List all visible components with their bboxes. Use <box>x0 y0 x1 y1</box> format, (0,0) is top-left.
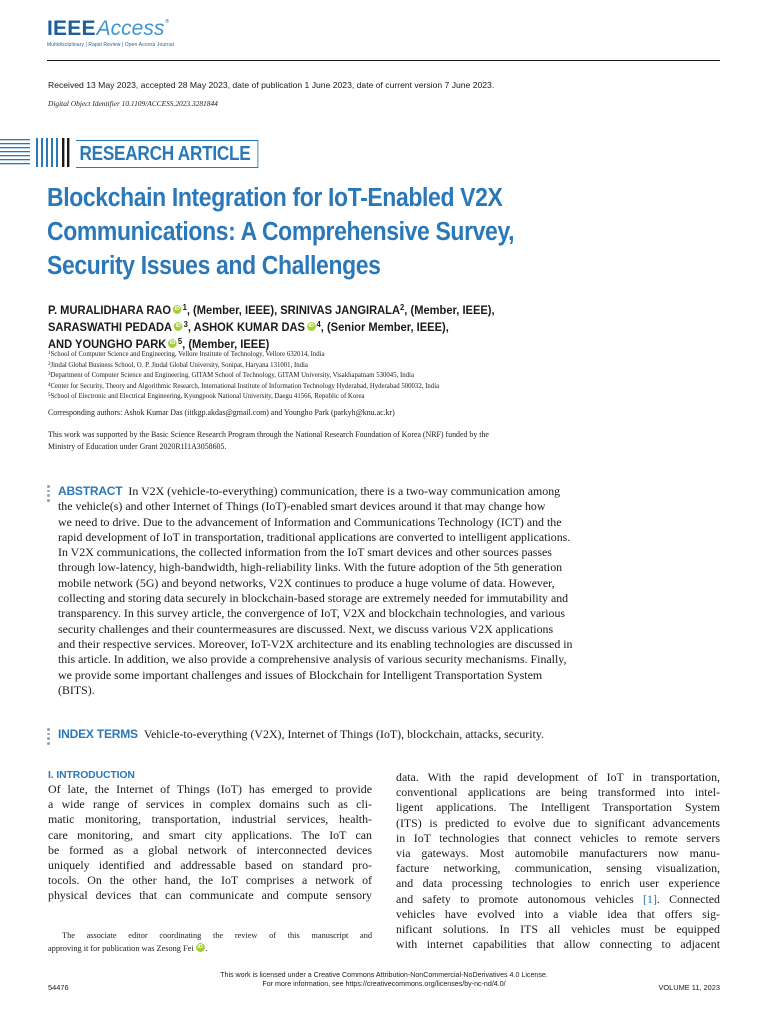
intro-paragraph-left: Of late, the Internet of Things (IoT) has emerged to provide a wide range of services in complex domains such as cli- matic monitoring, transportation, industrial services, health- care monitoring, and smart city applications. The IoT can be formed as a global network of interconnected devices uniquely identified and addressable based on standard pro- tocols. On the other hand, the IoT comprises a network of physical devices that can communicate and compute sensory <box>48 782 372 903</box>
journal-logo <box>47 18 174 48</box>
orcid-icon[interactable]: iD <box>169 340 176 346</box>
affiliation: $^3$Department of Computer Science and Engineering, GITAM School of Technology, GITAM University, Visakhapatnam 530045, India <box>48 372 414 379</box>
editor-footnote: The associate editor coordinating the review of this manuscript and approving it for publication was Zesong Fei iD . <box>48 931 372 953</box>
affiliation: $^1$School of Computer Science and Engineering, Vellore Institute of Technology, Vellore 632014, India <box>48 351 325 358</box>
header-divider <box>47 60 720 61</box>
title-line: Security Issues and Challenges <box>47 252 381 280</box>
title-line: Blockchain Integration for IoT-Enabled V2X <box>47 184 503 212</box>
citation-link[interactable]: [1] <box>643 891 657 906</box>
abstract-label: ABSTRACT <box>58 484 123 498</box>
doi: Digital Object Identifier 10.1109/ACCESS.2023.3281844 <box>48 99 218 108</box>
affiliation: $^4$Center for Security, Theory and Algorithmic Research, International Institute of Information Technology Hyderabad, Hyderabad 500032, India <box>48 382 440 390</box>
orcid-icon[interactable]: iD <box>175 323 181 329</box>
author-name: SARASWATHI PEDADA <box>48 321 173 334</box>
volume-label: VOLUME 11, 2023 <box>658 983 720 992</box>
license-link[interactable]: For more information, see https://creativecommons.org/licenses/by-nc-nd/4.0/ <box>262 980 506 988</box>
abstract-dots-icon <box>47 485 50 504</box>
affiliation: $^2$Jindal Global Business School, O. P. Jindal Global University, Sonipat, Haryana 131001, India <box>48 361 308 369</box>
orcid-icon[interactable]: iD <box>308 323 314 329</box>
trademark-icon: ® <box>165 19 170 25</box>
received-dates: Received 13 May 2023, accepted 28 May 2023, date of publication 1 June 2023, date of current version 7 June 2023. <box>48 80 495 90</box>
abstract: ABSTRACT In V2X (vehicle-to-everything) communication, there is a two-way communication among the vehicle(s) and other Internet of Things (IoT)-enabled smart devices around it that may change how we need to drive. Due to the advancement of Information and Communications Technology (ICT) and the rapid development of IoT in transportation, traditional applications are converted to intelligent applications. In V2X communications, the collected information from the IoT smart devices and other sources passes through low-latency, high-bandwidth, high-reliability links. With the future adoption of the 5th generation mobile network (5G) and beyond networks, V2X continues to produce a huge volume of data. However, collecting and storing data securely in blockchain-based storage are extremely needed for immutability and transparency. In this survey article, the convergence of IoT, V2X and blockchain technologies, and various security challenges and their countermeasures are discussed. Next, we discuss various V2X applications and their respective services. Moreover, IoT-V2X architecture and its enabling technologies are discussed in this article. In addition, we also provide a comprehensive analysis of various security mechanisms. Finally, we provide some important challenges and issues of Blockchain for Intelligent Transportation System (BITS). <box>58 484 573 697</box>
orcid-icon[interactable]: iD <box>197 944 203 950</box>
article-type-label: RESEARCH ARTICLE <box>76 140 258 168</box>
funding-statement: This work was supported by the Basic Science Research Program through the National Research Foundation of Korea (NRF) funded by the Ministry of Education under Grant 2020R1I1A3058605. <box>48 430 489 451</box>
author-name: P. MURALIDHARA RAO <box>48 304 172 317</box>
paper-title <box>47 181 605 283</box>
intro-paragraph-right: data. With the rapid development of IoT in transportation, conventional applications are being transformed into intel- ligent applications. The Intelligent Transportation System (ITS) is predicted to evolve due to significant advancements in IoT technologies that connect vehicles to remote servers via gateways. Most automobile manufacturers now manu- facture networking, communication, sensing visualization, and data processing technologies to enrich user experience and safety to promote autonomous vehicles [1]. Connected vehicles have evolved into a viable idea that offers sig- nificant solutions. In ITS all vehicles must be equipped with internet capabilities that allow connecting to adjacent <box>396 770 720 952</box>
orcid-icon[interactable]: iD <box>174 306 180 312</box>
body-column-right <box>396 770 720 952</box>
section-heading: I. INTRODUCTION <box>48 770 135 781</box>
article-type-band-icon <box>0 136 80 169</box>
journal-tagline: Multidisciplinary | Rapid Review | Open Access Journal <box>47 42 174 48</box>
author-name: SRINIVAS JANGIRALA <box>280 304 401 317</box>
title-line: Communications: A Comprehensive Survey, <box>47 218 515 246</box>
corresponding-authors: Corresponding authors: Ashok Kumar Das (iitkgp.akdas@gmail.com) and Youngho Park (parkyh@knu.ac.kr) <box>48 408 395 417</box>
index-terms: INDEX TERMS Vehicle-to-everything (V2X), Internet of Things (IoT), blockchain, attacks, security. <box>58 727 544 741</box>
affiliation: $^5$School of Electronic and Electrical Engineering, Kyungpook National University, Daegu 41566, Republic of Korea <box>48 393 365 400</box>
author-list: P. MURALIDHARA RAO iD $^1$, (Member, IEEE), SRINIVAS JANGIRALA$^2$, (Member, IEEE), SARASWATHI PEDADA iD $^3$, ASHOK KUMAR DAS iD $^4$, (Senior Member, IEEE), AND YOUNGHO PARK iD $^5$, (Member, IEEE) <box>48 303 495 351</box>
logo-ieee: IEEE <box>47 17 96 40</box>
body-column-left <box>48 770 372 904</box>
affiliations <box>48 350 439 403</box>
index-terms-dots-icon <box>47 728 50 747</box>
index-terms-label: INDEX TERMS <box>58 727 138 741</box>
page-number: 54476 <box>48 983 69 992</box>
license-notice: This work is licensed under a Creative Commons Attribution-NonCommercial-NoDerivatives 4.0 License. For more information, see https://creativecommons.org/licenses/by-nc-nd/4.0/ <box>0 971 768 989</box>
logo-access: Access <box>96 17 165 40</box>
author-name: YOUNGHO PARK <box>75 338 167 351</box>
author-name: ASHOK KUMAR DAS <box>193 321 305 334</box>
